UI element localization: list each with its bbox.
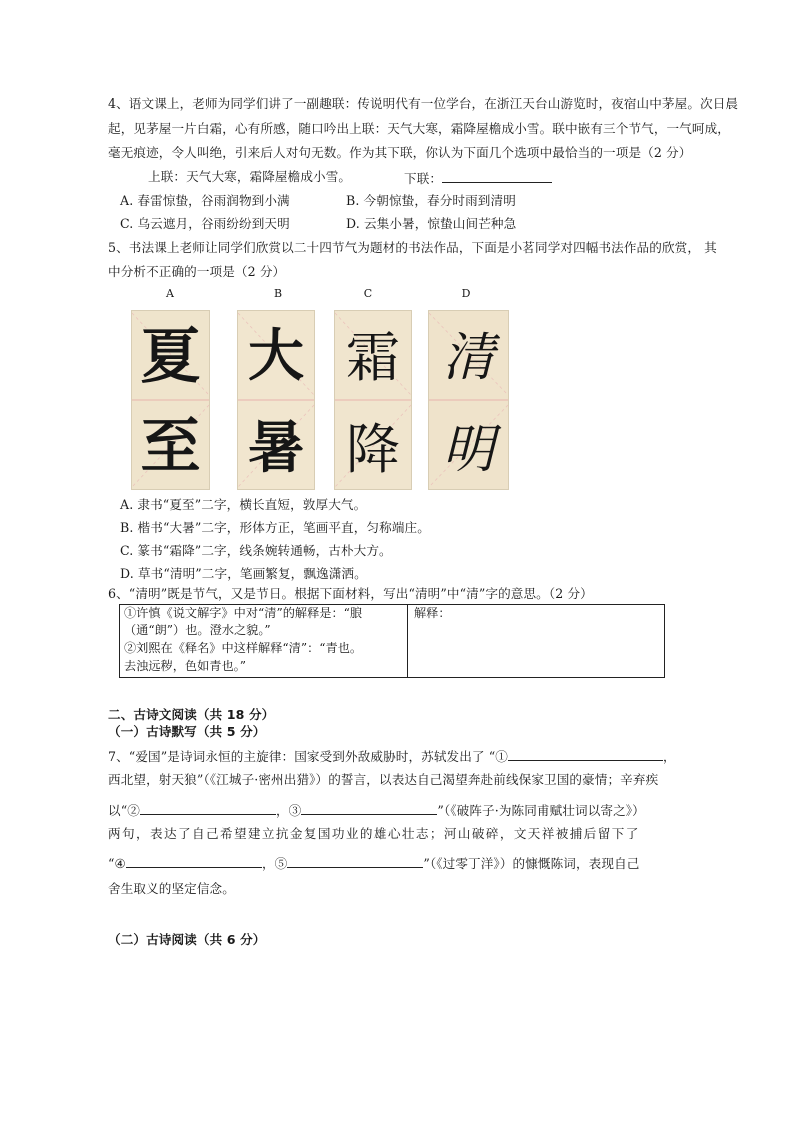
q4-line-2: 起，见茅屋一片白霜，心有所感，随口吟出上联：天气大寒，霜降屋檐成小雪。联中嵌有三个节气，一气呵成，	[108, 121, 730, 136]
calligraphy-char-a2: 至	[140, 412, 201, 482]
q6-material-1b: （通“朗”）也。澄水之貌。”	[124, 623, 271, 637]
q6-material-2a: ②刘熙在《释名》中这样解释“清”：“青也。	[124, 641, 363, 655]
q6-line-1: 6、“清明”既是节气，又是节日。根据下面材料，写出“清明”中“清”字的意思。（2 分）	[108, 586, 593, 601]
q6-material-1a: ①许慎《说文解字》中对“清”的解释是：“朖	[124, 606, 363, 620]
q7-line-3-start: 以“②	[108, 803, 140, 818]
q7-blank-1[interactable]	[508, 747, 663, 761]
q5-option-c: C. 篆书“霜降”二字，线条婉转通畅，古朴大方。	[120, 543, 392, 558]
q7-line-5-end: ”（《过零丁洋》）的慷慨陈词，表现自己	[423, 856, 640, 871]
q7-line-1-text: 7、“爱国”是诗词永恒的主旋律：国家受到外敌威胁时，苏轼发出了 “①	[108, 749, 508, 764]
calligraphy-char-d2: 明	[442, 420, 495, 480]
panel-label-a: A	[166, 287, 174, 300]
q7-line-3	[108, 801, 645, 819]
q7-line-5-start: “④	[108, 856, 126, 871]
q7-blank-5[interactable]	[287, 854, 423, 868]
q7-blank-4[interactable]	[126, 854, 262, 868]
q6-answer-label: 解释：	[414, 606, 451, 620]
calligraphy-char-a1: 夏	[140, 322, 201, 392]
calligraphy-char-b1: 大	[248, 324, 304, 389]
q7-blank-3[interactable]	[301, 801, 437, 815]
q5-option-a: A. 隶书“夏至”二字，横长直短，敦厚大气。	[120, 497, 367, 512]
q7-line-2: 西北望，射天狼”（《江城子·密州出猎》）的誓言，以表达自己渴望奔赴前线保家卫国的豪情；辛弃疾	[108, 772, 659, 787]
q4-lower-label: 下联：	[404, 171, 443, 186]
calligraphy-char-d1: 清	[442, 328, 495, 388]
calligraphy-char-c1: 霜	[346, 326, 400, 389]
q7-line-5-mid: ，⑤	[261, 856, 288, 871]
q4-option-a: A. 春雷惊蛰，谷雨润物到小满	[120, 193, 290, 208]
q7-line-3-end: ”（《破阵子·为陈同甫赋壮词以寄之》）	[437, 803, 645, 818]
q4-option-b: B. 今朝惊蛰，春分时雨到清明	[346, 193, 516, 208]
q4-upper-couplet: 上联：天气大寒，霜降屋檐成小雪。	[148, 169, 352, 184]
q5-option-b: B. 楷书“大暑”二字，形体方正，笔画平直，匀称端庄。	[120, 520, 430, 535]
calligraphy-panel-b	[237, 310, 315, 490]
q4-line-3: 毫无痕迹，令人叫绝，引来后人对句无数。作为其下联，你认为下面几个选项中最恰当的一项是（2 分）	[108, 145, 692, 160]
calligraphy-char-b2: 暑	[248, 416, 304, 481]
calligraphy-char-c2: 降	[346, 418, 400, 481]
q7-line-3-mid: ，③	[275, 803, 302, 818]
q5-line-1: 5、书法课上老师让同学们欣赏以二十四节气为题材的书法作品，下面是小茗同学对四幅书法作品的欣赏， 其	[108, 240, 717, 255]
section-2-sub-1: （一）古诗默写（共 5 分）	[108, 724, 266, 739]
q4-answer-blank[interactable]	[442, 169, 552, 183]
q4-option-d: D. 云集小暑，惊蛰山间芒种急	[346, 216, 517, 231]
q7-line-4: 两句，表达了自己希望建立抗金复国功业的雄心壮志；河山破碎，文天祥被捕后留下了	[108, 826, 640, 841]
q7-line-1	[108, 747, 676, 765]
q4-line-1: 4、语文课上，老师为同学们讲了一副趣联：传说明代有一位学台，在浙江天台山游览时，夜宿山中茅屋。次日晨	[108, 96, 739, 111]
q5-option-d: D. 草书“清明”二字，笔画繁复，飘逸潇洒。	[120, 566, 367, 581]
panel-label-d: D	[461, 287, 471, 300]
q6-material-table	[119, 604, 665, 678]
q4-lower-couplet	[404, 169, 552, 187]
q6-material-2b: 去浊远秽，色如青也。”	[124, 659, 247, 673]
panel-label-c: C	[363, 287, 373, 300]
q4-option-c: C. 乌云遮月，谷雨纷纷到天明	[120, 216, 290, 231]
q7-blank-2[interactable]	[140, 801, 276, 815]
q7-line-5	[108, 854, 639, 872]
section-2-sub-2: （二）古诗阅读（共 6 分）	[108, 932, 266, 947]
q7-line-1-end: ，	[662, 749, 676, 764]
panel-label-b: B	[273, 287, 283, 300]
q5-line-2: 中分析不正确的一项是（2 分）	[108, 264, 286, 279]
q7-line-6: 舍生取义的坚定信念。	[108, 881, 235, 896]
q6-answer-area[interactable]	[408, 605, 664, 677]
calligraphy-panel-a	[131, 310, 210, 490]
calligraphy-panel-d	[428, 310, 509, 490]
calligraphy-panel-c	[334, 310, 412, 490]
section-2-title: 二、古诗文阅读（共 18 分）	[108, 707, 275, 722]
